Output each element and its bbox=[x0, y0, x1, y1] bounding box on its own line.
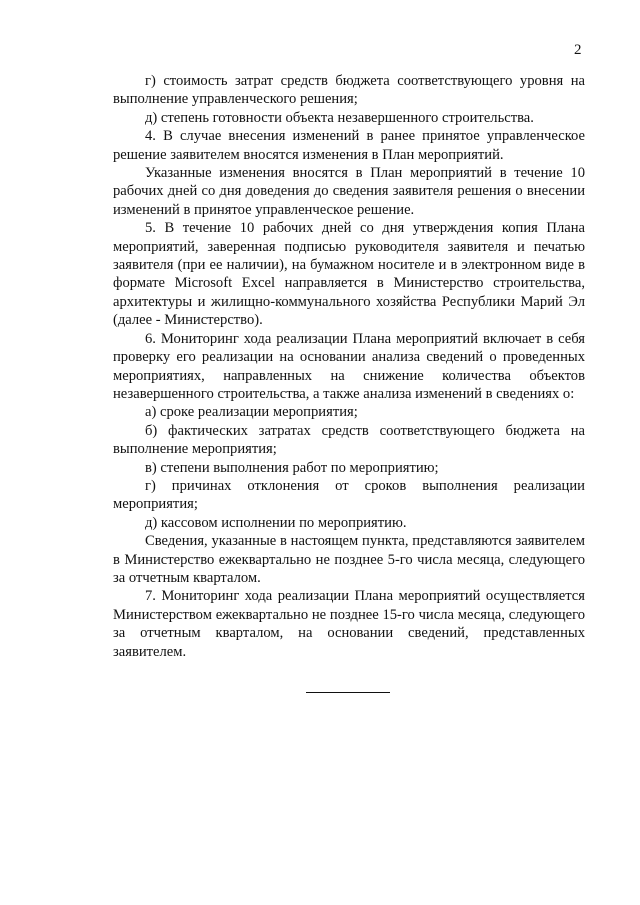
end-of-document-rule bbox=[306, 692, 390, 693]
paragraph-item-a-term: а) сроке реализации мероприятия; bbox=[145, 404, 358, 421]
paragraph-clause-5: 5. В течение 10 рабочих дней со дня утверждения копия Плана мероприятий, заверенная подписью руководителя заявителя и печатью заявителя (при ее наличии), на бумажном носителе и в электронном виде в формате Microsoft Excel направляется в Министерство строительства, архитектуры и жилищно-коммунального хозяйства Республики Марий Эл (далее - Министерство). bbox=[113, 220, 585, 329]
paragraph-reporting-deadline: Сведения, указанные в настоящем пункта, представляются заявителем в Министерство ежеквартально не позднее 5-го числа месяца, следующего за отчетным кварталом. bbox=[113, 533, 585, 586]
paragraph-clause-4: 4. В случае внесения изменений в ранее принятое управленческое решение заявителем вносятся изменения в План мероприятий. bbox=[113, 128, 585, 163]
paragraph-item-d-readiness: д) степень готовности объекта незавершенного строительства. bbox=[145, 109, 534, 126]
page-number: 2 bbox=[574, 42, 582, 58]
paragraph-changes-deadline: Указанные изменения вносятся в План мероприятий в течение 10 рабочих дней со дня доведения до сведения заявителя решения о внесении изменений в принятое управленческое решение. bbox=[113, 165, 585, 218]
paragraph-item-v-progress: в) степени выполнения работ по мероприятию; bbox=[145, 459, 439, 476]
paragraph-item-d-cash: д) кассовом исполнении по мероприятию. bbox=[145, 514, 407, 531]
paragraph-clause-7: 7. Мониторинг хода реализации Плана мероприятий осуществляется Министерством ежеквартально не позднее 15-го числа месяца, следующего за отчетным кварталом, на основании сведений, представленных заявителем. bbox=[113, 588, 585, 660]
paragraph-item-g-deviation: г) причинах отклонения от сроков выполнения реализации мероприятия; bbox=[113, 477, 585, 513]
document-body bbox=[113, 72, 585, 661]
paragraph-item-g-cost: г) стоимость затрат средств бюджета соответствующего уровня на выполнение управленческого решения; bbox=[113, 73, 585, 108]
paragraph-item-b-expenses: б) фактических затратах средств соответствующего бюджета на выполнение мероприятия; bbox=[113, 422, 585, 458]
paragraph-clause-6: 6. Мониторинг хода реализации Плана мероприятий включает в себя проверку его реализации на основании анализа сведений о проведенных мероприятиях, направленных на снижение количества объектов незавершенного строительства, а также анализа изменений в сведениях о: bbox=[113, 330, 585, 402]
